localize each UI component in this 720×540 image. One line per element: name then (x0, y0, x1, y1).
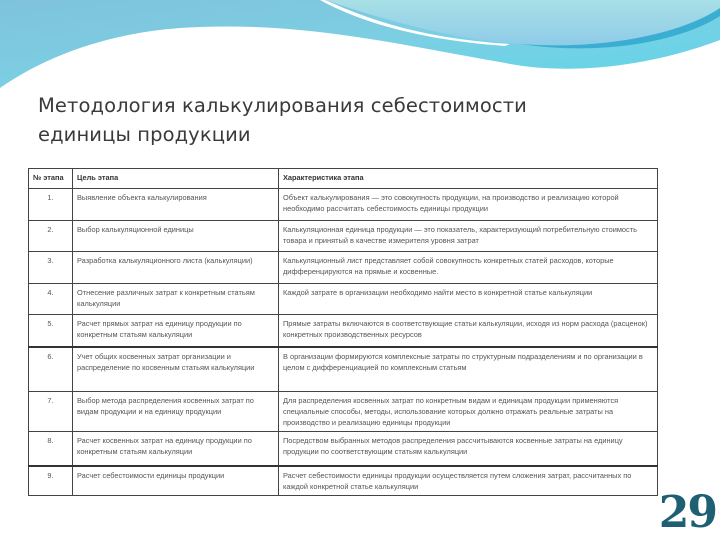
stage-goal-cell: Расчет прямых затрат на единицу продукции по конкретным статьям калькуляции (73, 315, 279, 347)
stage-description-cell: Расчет себестоимости единицы продукции осуществляется путем сложения затрат, рассчитанных по каждой конкретной статье калькуляции (279, 466, 658, 496)
table-row (29, 252, 658, 284)
slide-title-line-1: Методология калькулирования себестоимости (38, 94, 527, 117)
stage-goal-cell: Выбор калькуляционной единицы (73, 221, 279, 252)
stage-description-cell: Объект калькулирования — это совокупность продукции, на производство и реализацию которой необходимо рассчитать себестоимость единицы продукции (279, 189, 658, 221)
table-row (29, 284, 658, 315)
stage-description-cell: Калькуляционная единица продукции — это показатель, характеризующий потребительную стоимость товара и принятый в качестве измерителя уровня затрат (279, 221, 658, 252)
table-row (29, 221, 658, 252)
stage-number-cell: 5. (29, 315, 73, 347)
stage-goal-cell: Расчет косвенных затрат на единицу продукции по конкретным статьям калькуляции (73, 432, 279, 466)
slide-title (38, 91, 527, 149)
stage-goal-cell: Расчет себестоимости единицы продукции (73, 466, 279, 496)
stage-number-cell: 6. (29, 347, 73, 392)
table-row (29, 466, 658, 496)
stage-description-cell: Каждой затрате в организации необходимо найти место в конкретной статье калькуляции (279, 284, 658, 315)
stage-number-cell: 3. (29, 252, 73, 284)
table-row (29, 189, 658, 221)
stage-description-cell: Прямые затраты включаются в соответствующие статьи калькуляции, исходя из норм расхода (расценок) конкретных производственных ресурсов (279, 315, 658, 347)
stage-number-cell: 9. (29, 466, 73, 496)
header-stage-number: № этапа (29, 169, 73, 189)
stage-description-cell: Калькуляционный лист представляет собой совокупность конкретных статей расходов, которые дифференцируются на прямые и косвенные. (279, 252, 658, 284)
table-row (29, 432, 658, 466)
stage-goal-cell: Учет общих косвенных затрат организации и распределение по косвенным статьям калькуляции (73, 347, 279, 392)
stage-number-cell: 4. (29, 284, 73, 315)
header-wave-decoration (0, 0, 720, 90)
header-stage-description: Характеристика этапа (279, 169, 658, 189)
stage-goal-cell: Выявление объекта калькулирования (73, 189, 279, 221)
stage-number-cell: 2. (29, 221, 73, 252)
table-row (29, 315, 658, 347)
stage-goal-cell: Отнесение различных затрат к конкретным статьям калькуляции (73, 284, 279, 315)
table-row (29, 347, 658, 392)
stage-description-cell: Для распределения косвенных затрат по конкретным видам и единицам продукции применяются специальные способы, методы, использование которых должно отражать реальные затраты на производство и реализацию единицы продукции (279, 392, 658, 432)
header-stage-goal: Цель этапа (73, 169, 279, 189)
stage-number-cell: 8. (29, 432, 73, 466)
stage-number-cell: 7. (29, 392, 73, 432)
stage-goal-cell: Выбор метода распределения косвенных затрат по видам продукции и на единицу продукции (73, 392, 279, 432)
stage-goal-cell: Разработка калькуляционного листа (калькуляции) (73, 252, 279, 284)
page-number: 29 (658, 487, 716, 538)
stage-description-cell: Посредством выбранных методов распределения рассчитываются косвенные затраты на единицу продукции по соответствующим статьям калькуляции (279, 432, 658, 466)
stage-number-cell: 1. (29, 189, 73, 221)
methodology-table (28, 168, 658, 491)
table-header-row (29, 169, 658, 189)
stage-description-cell: В организации формируются комплексные затраты по структурным подразделениям и по организации в целом с дифференциацией по комплексным статьям (279, 347, 658, 392)
slide-title-line-2: единицы продукции (38, 123, 251, 146)
table-row (29, 392, 658, 432)
